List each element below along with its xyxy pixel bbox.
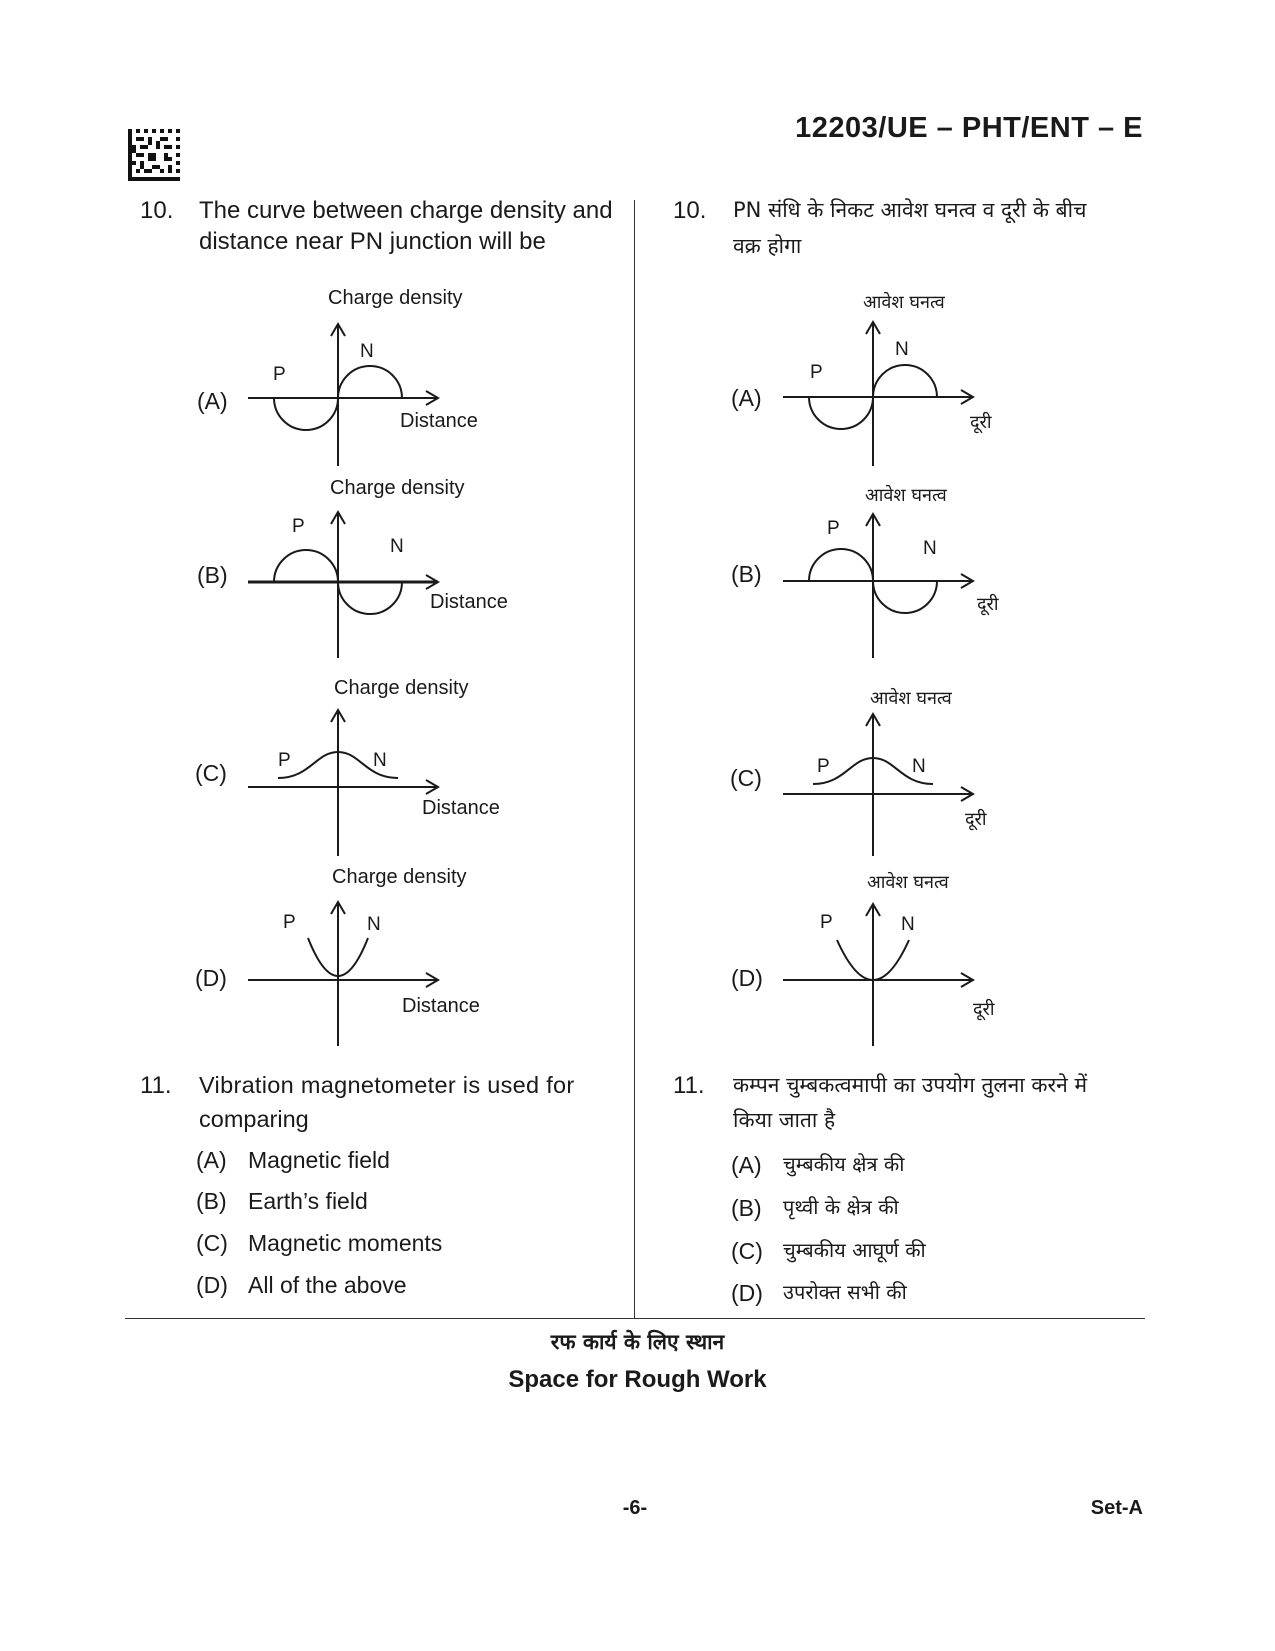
q10-text-hi-line2: वक्र होगा xyxy=(733,234,802,258)
y-axis-label: आवेश घनत्व xyxy=(867,872,949,893)
q10-graph-b-en xyxy=(230,472,570,672)
rough-work-title-hi: रफ कार्य के लिए स्थान xyxy=(550,1330,725,1354)
q11-hi-option-c-key: (C) xyxy=(731,1238,763,1264)
q11-hi-option-d-text: उपरोक्त सभी की xyxy=(783,1280,907,1304)
q10-option-c-label: (C) xyxy=(195,760,227,786)
q10-hi-option-b-label: (B) xyxy=(731,561,762,587)
q11-hi-option-a-text: चुम्बकीय क्षेत्र की xyxy=(783,1152,905,1176)
q11-text-en-line1: Vibration magnetometer is used for xyxy=(199,1072,575,1098)
p-label: P xyxy=(810,362,823,383)
n-label: N xyxy=(895,339,909,360)
rough-work-divider xyxy=(125,1318,1145,1319)
q11-option-a-key: (A) xyxy=(196,1147,227,1173)
x-axis-label: Distance xyxy=(400,410,478,432)
q11-option-c-key: (C) xyxy=(196,1230,228,1256)
q11-option-b-key: (B) xyxy=(196,1188,227,1214)
n-label: N xyxy=(923,538,937,559)
q10-graph-a-en xyxy=(230,280,570,480)
q11-hi-option-d-key: (D) xyxy=(731,1280,763,1306)
p-label: P xyxy=(292,516,305,537)
q11-hi-option-a-key: (A) xyxy=(731,1152,762,1178)
q10-hi-option-d-label: (D) xyxy=(731,965,763,991)
q11-text-hi-line1: कम्पन चुम्बकत्वमापी का उपयोग तुलना करने में xyxy=(733,1073,1088,1097)
q10-text-en-line2: distance near PN junction will be xyxy=(199,228,546,255)
x-axis-label: दूरी xyxy=(970,412,992,433)
q10-option-a-label: (A) xyxy=(197,388,228,414)
q11-hi-option-c-text: चुम्बकीय आघूर्ण की xyxy=(783,1238,926,1262)
p-label: P xyxy=(827,518,840,539)
x-axis-label: दूरी xyxy=(977,594,999,615)
n-label: N xyxy=(367,914,381,935)
n-label: N xyxy=(901,914,915,935)
qr-code xyxy=(128,128,180,182)
q10-graph-d-en xyxy=(230,860,570,1060)
x-axis-label: Distance xyxy=(430,591,508,613)
paper-code: 12203/UE – PHT/ENT – E xyxy=(795,112,1143,144)
q10-graph-d-hi xyxy=(765,860,1105,1060)
x-axis-label: दूरी xyxy=(973,999,995,1020)
q11-hi-option-b-key: (B) xyxy=(731,1195,762,1221)
rough-work-title-en: Space for Rough Work xyxy=(508,1366,767,1393)
q11-text-en-line2: comparing xyxy=(199,1106,309,1132)
p-label: P xyxy=(278,750,291,771)
q10-graph-c-en xyxy=(230,670,570,870)
p-label: P xyxy=(817,756,830,777)
q10-graph-a-hi xyxy=(765,280,1105,480)
p-label: P xyxy=(283,912,296,933)
x-axis-label: Distance xyxy=(402,995,480,1017)
n-label: N xyxy=(390,536,404,557)
x-axis-label: दूरी xyxy=(965,809,987,830)
q10-graph-c-hi xyxy=(765,670,1105,870)
q10-number: 10. xyxy=(140,197,174,224)
y-axis-label: आवेश घनत्व xyxy=(863,292,945,313)
q11-option-c-text: Magnetic moments xyxy=(248,1230,443,1256)
q10-text-en-line1: The curve between charge density and xyxy=(199,197,613,224)
q10-number-hi: 10. xyxy=(673,197,707,224)
x-axis-label: Distance xyxy=(422,797,500,819)
n-label: N xyxy=(912,756,926,777)
y-axis-label: Charge density xyxy=(330,477,465,499)
q11-option-b-text: Earth’s field xyxy=(248,1188,368,1214)
y-axis-label: Charge density xyxy=(332,866,467,888)
y-axis-label: Charge density xyxy=(334,677,469,699)
q10-option-b-label: (B) xyxy=(197,562,228,588)
n-label: N xyxy=(373,750,387,771)
column-divider xyxy=(634,200,635,1318)
q10-option-d-label: (D) xyxy=(195,965,227,991)
q11-option-a-text: Magnetic field xyxy=(248,1147,390,1173)
p-label: P xyxy=(820,912,833,933)
q11-option-d-key: (D) xyxy=(196,1272,228,1298)
q10-text-hi-line1: PN संधि के निकट आवेश घनत्व व दूरी के बीच xyxy=(733,198,1087,222)
q10-graph-b-hi xyxy=(765,472,1105,672)
q11-hi-option-b-text: पृथ्वी के क्षेत्र की xyxy=(783,1195,899,1219)
q11-number: 11. xyxy=(140,1072,172,1099)
y-axis-label: आवेश घनत्व xyxy=(865,485,947,506)
q10-hi-option-a-label: (A) xyxy=(731,385,762,411)
q11-option-d-text: All of the above xyxy=(248,1272,407,1298)
n-label: N xyxy=(360,341,374,362)
y-axis-label: आवेश घनत्व xyxy=(870,688,952,709)
q11-text-hi-line2: किया जाता है xyxy=(733,1108,836,1132)
p-label: P xyxy=(273,364,286,385)
y-axis-label: Charge density xyxy=(328,287,463,309)
page-number: -6- xyxy=(622,1497,648,1519)
q10-hi-option-c-label: (C) xyxy=(730,765,762,791)
q11-number-hi: 11. xyxy=(673,1072,705,1099)
set-label: Set-A xyxy=(1090,1497,1143,1519)
